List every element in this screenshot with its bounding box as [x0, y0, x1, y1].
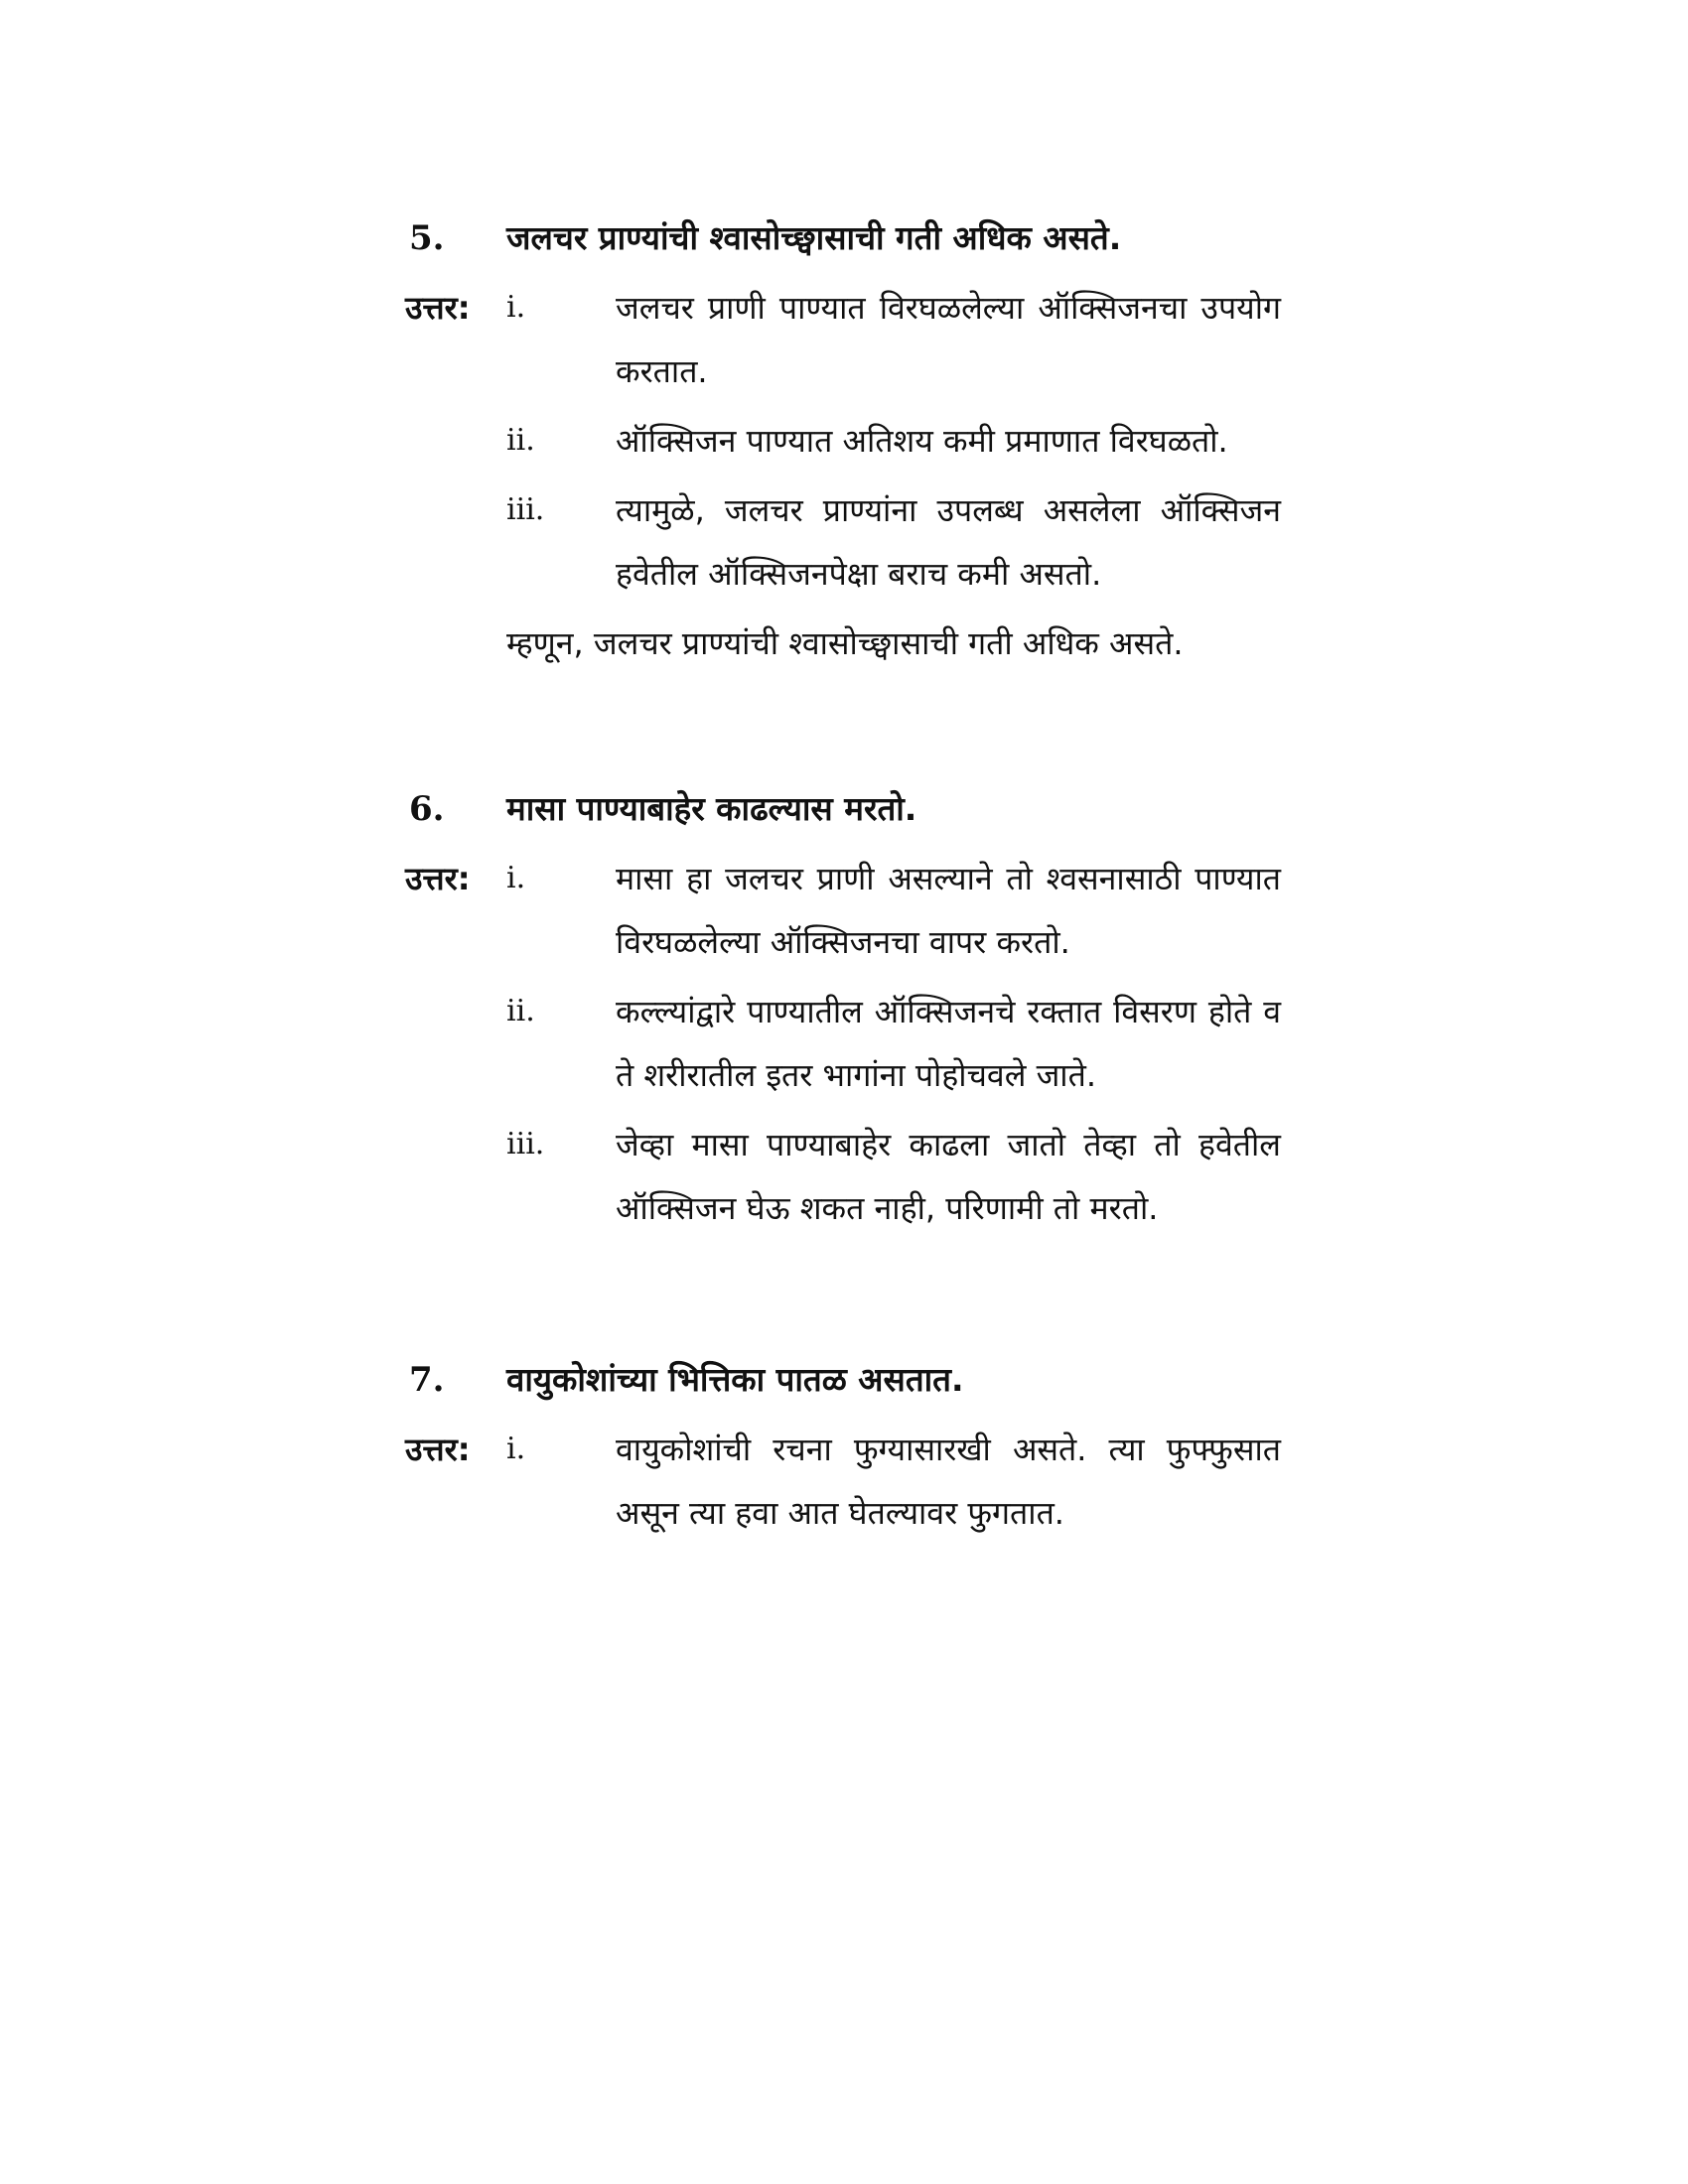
question-header	[397, 1350, 1291, 1410]
item-text: त्यामुळे, जलचर प्राण्यांना उपलब्ध असलेला ऑक्सिजन हवेतील ऑक्सिजनपेक्षा बराच कमी असतो.	[616, 491, 1281, 593]
answer-block	[397, 1418, 1291, 1545]
question-number: 6.	[409, 789, 445, 829]
answer-block	[397, 847, 1291, 1240]
question-7	[397, 1350, 1291, 1551]
question-title: जलचर प्राण्यांची श्वासोच्छ्वासाची गती अधिक असते.	[506, 218, 1122, 257]
answer-item	[506, 980, 1291, 1107]
answer-label: उत्तर:	[405, 1431, 471, 1468]
item-text: मासा हा जलचर प्राणी असल्याने तो श्वसनासाठी पाण्यात विरघळलेल्या ऑक्सिजनचा वापर करतो.	[616, 860, 1281, 961]
answer-item	[506, 1113, 1291, 1240]
item-number: ii.	[506, 423, 535, 458]
answer-block	[397, 276, 1291, 675]
answer-items	[506, 1418, 1291, 1545]
answer-item	[506, 478, 1291, 606]
answer-item	[506, 409, 1291, 473]
item-number: i.	[506, 1432, 526, 1466]
question-header	[397, 779, 1291, 839]
item-text: जेव्हा मासा पाण्याबाहेर काढला जातो तेव्हा तो हवेतील ऑक्सिजन घेऊ शकत नाही, परिणामी तो मरतो.	[616, 1126, 1281, 1227]
item-number: iii.	[506, 492, 545, 527]
answer-conclusion: म्हणून, जलचर प्राण्यांची श्वासोच्छ्वासाची गती अधिक असते.	[506, 624, 1184, 662]
question-5	[397, 208, 1291, 675]
item-text: कल्ल्यांद्वारे पाण्यातील ऑक्सिजनचे रक्तात विसरण होते व ते शरीरातील इतर भागांना पोहोचवले जाते.	[616, 993, 1281, 1094]
item-number: ii.	[506, 994, 535, 1028]
question-number: 5.	[409, 218, 445, 258]
question-title: मासा पाण्याबाहेर काढल्यास मरतो.	[506, 789, 917, 828]
question-title: वायुकोशांच्या भित्तिका पातळ असतात.	[506, 1360, 964, 1399]
answer-item	[506, 847, 1291, 974]
item-number: i.	[506, 290, 526, 325]
answer-label: उत्तर:	[405, 289, 471, 327]
item-text: वायुकोशांची रचना फुग्यासारखी असते. त्या फुफ्फुसात असून त्या हवा आत घेतल्यावर फुगतात.	[616, 1431, 1281, 1532]
item-number: iii.	[506, 1127, 545, 1161]
answer-label: उत्तर:	[405, 860, 471, 897]
item-number: i.	[506, 861, 526, 895]
question-header	[397, 208, 1291, 268]
answer-item	[506, 1418, 1291, 1545]
answer-items	[506, 276, 1291, 675]
question-6	[397, 779, 1291, 1246]
answer-item	[506, 276, 1291, 403]
answer-items	[506, 847, 1291, 1240]
question-number: 7.	[409, 1360, 445, 1400]
item-text: जलचर प्राणी पाण्यात विरघळलेल्या ऑक्सिजनचा उपयोग करतात.	[616, 289, 1281, 390]
item-text: ऑक्सिजन पाण्यात अतिशय कमी प्रमाणात विरघळतो.	[616, 422, 1228, 460]
